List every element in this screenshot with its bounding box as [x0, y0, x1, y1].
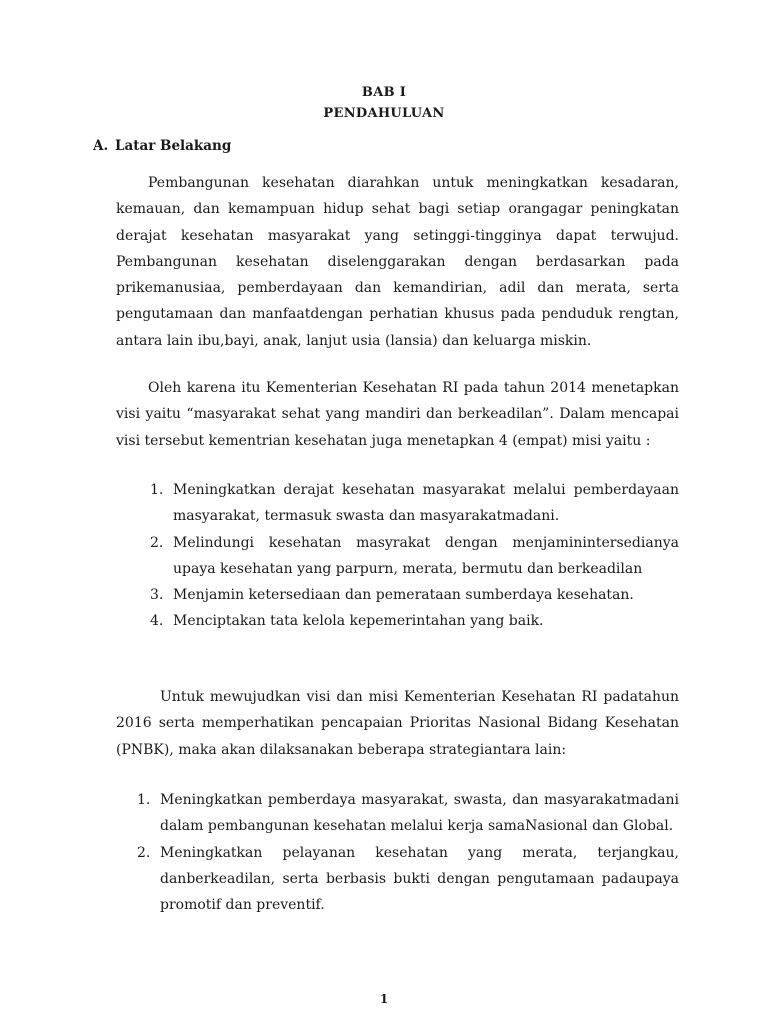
list-number: 2. — [137, 844, 151, 861]
list-item — [150, 477, 679, 530]
list-item — [150, 582, 679, 608]
list-text: Melindungi kesehatan masyrakat dengan menjaminintersedianya upaya kesehatan yang parpurn, merata, bermutu dan berkeadilan — [173, 534, 679, 577]
page-number: 1 — [379, 992, 389, 1006]
list-text: Menjamin ketersediaan dan pemerataan sumberdaya kesehatan. — [173, 587, 634, 604]
list-text: Meningkatkan derajat kesehatan masyarakat melalui pemberdayaan masyarakat, termasuk swasta dan masyarakatmadani. — [173, 482, 679, 525]
list-item — [137, 840, 679, 919]
list-item — [150, 530, 679, 583]
list-text: Menciptakan tata kelola kepemerintahan yang baik. — [173, 613, 544, 630]
section-title-text: Latar Belakang — [115, 138, 232, 154]
list-text: Meningkatkan pelayanan kesehatan yang merata, terjangkau, danberkeadilan, serta berbasis bukti dengan pengutamaan padaupaya promotif dan preventif. — [160, 844, 679, 914]
list-text: Meningkatkan pemberdaya masyarakat, swasta, dan masyarakatmadani dalam pembangunan kesehatan melalui kerja samaNasional dan Global. — [160, 792, 679, 835]
paragraph-strategi: Untuk mewujudkan visi dan misi Kementerian Kesehatan RI padatahun 2016 serta memperhatikan pencapaian Prioritas Nasional Bidang Kesehatan (PNBK), maka akan dilaksanakan beberapa strategiantara lain: — [116, 689, 679, 758]
chapter-title: PENDAHULUAN — [323, 106, 445, 121]
chapter-number: BAB I — [361, 85, 407, 100]
section-heading — [93, 138, 231, 154]
list-number: 1. — [150, 482, 164, 498]
list-number: 4. — [150, 613, 164, 630]
section-letter: A. — [93, 138, 109, 154]
list-item — [150, 608, 679, 634]
list-number: 1. — [137, 792, 151, 808]
list-number: 2. — [150, 534, 164, 551]
list-number: 3. — [150, 587, 164, 604]
paragraph-intro: Pembangunan kesehatan diarahkan untuk meningkatkan kesadaran, kemauan, dan kemampuan hidup sehat bagi setiap orangagar peningkatan derajat kesehatan masyarakat yang setinggi-tingginya dapat terwujud. Pembangunan kesehatan diselenggarakan dengan berdasarkan pada prikemanusiaa, pemberdayaan dan kemandirian, adil dan merata, serta pengutamaan dan manfaatdengan perhatian khusus pada penduduk rengtan, antara lain ibu,bayi, anak, lanjut usia (lansia) dan keluarga miskin. — [116, 175, 679, 349]
misi-list — [150, 477, 679, 635]
list-item — [137, 787, 679, 840]
paragraph-visi: Oleh karena itu Kementerian Kesehatan RI pada tahun 2014 menetapkan visi yaitu “masyarakat sehat yang mandiri dan berkeadilan”. Dalam mencapai visi tersebut kementrian kesehatan juga menetapkan 4 (empat) misi yaitu : — [116, 380, 679, 449]
strategi-list — [137, 787, 679, 918]
